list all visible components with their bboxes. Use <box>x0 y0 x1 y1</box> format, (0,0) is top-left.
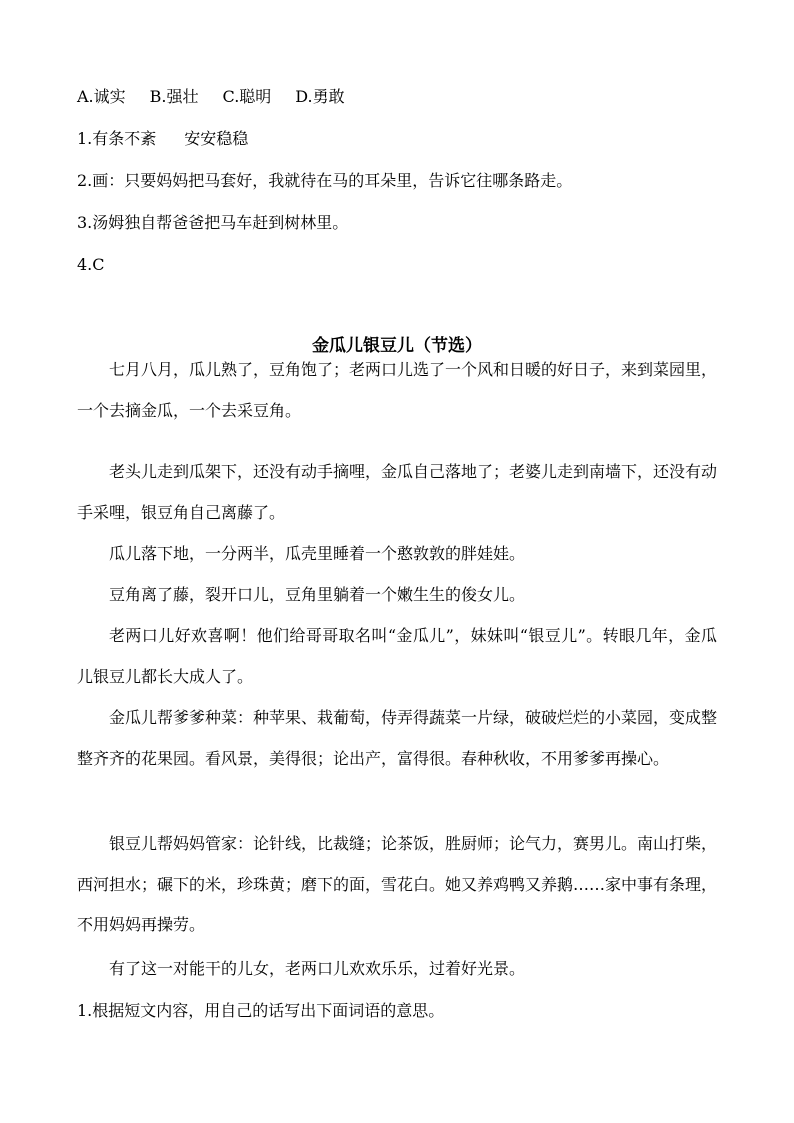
article-paragraph-6: 金瓜儿帮爹爹种菜：种苹果、栽葡萄，侍弄得蔬菜一片绿，破破烂烂的小菜园，变成整整齐齐的花果园。看风景，美得很；论出产，富得很。春种秋收，不用爹爹再操心。 <box>77 708 718 768</box>
article-paragraph-5: 老两口儿好欢喜啊！他们给哥哥取名叫“金瓜儿”，妹妹叫“银豆儿”。转眼几年，金瓜儿银豆儿都长大成人了。 <box>77 626 717 686</box>
answer-1-word-2: 安安稳稳 <box>184 129 249 148</box>
answer-1-line <box>77 128 248 150</box>
answer-options-line <box>77 86 369 108</box>
answer-3-line: 3.汤姆独自帮爸爸把马车赶到树林里。 <box>77 213 349 232</box>
question-1: 1.根据短文内容，用自己的话写出下面词语的意思。 <box>77 1001 445 1020</box>
answer-1-number: 1. <box>77 129 93 148</box>
answer-1-word-1: 有条不紊 <box>92 129 157 148</box>
article-paragraph-8: 有了这一对能干的儿女，老两口儿欢欢乐乐，过着好光景。 <box>109 959 526 978</box>
article-title: 金瓜儿银豆儿（节选） <box>312 336 482 356</box>
answer-2-line: 2.画：只要妈妈把马套好，我就待在马的耳朵里，告诉它往哪条路走。 <box>77 171 573 190</box>
answer-4-line: 4.C <box>77 255 105 274</box>
article-paragraph-7: 银豆儿帮妈妈管家：论针线，比裁缝；论茶饭，胜厨师；论气力，赛男儿。南山打柴，西河担水；碾下的米，珍珠黄；磨下的面，雪花白。她又养鸡鸭又养鹅……家中事有条理，不用妈妈再操劳。 <box>77 834 718 934</box>
option-c: C.聪明 <box>222 87 272 106</box>
option-a: A.诚实 <box>77 87 126 106</box>
article-paragraph-4: 豆角离了藤，裂开口儿，豆角里躺着一个嫩生生的俊女儿。 <box>109 585 526 604</box>
article-paragraph-3: 瓜儿落下地，一分两半，瓜壳里睡着一个憨敦敦的胖娃娃。 <box>109 544 526 563</box>
article-paragraph-2: 老头儿走到瓜架下，还没有动手摘哩，金瓜自己落地了；老婆儿走到南墙下，还没有动手采哩，银豆角自己离藤了。 <box>77 462 718 522</box>
article-paragraph-1: 七月八月，瓜儿熟了，豆角饱了；老两口儿选了一个风和日暖的好日子，来到菜园里，一个去摘金瓜，一个去采豆角。 <box>77 360 718 420</box>
option-d: D.勇敢 <box>295 87 345 106</box>
option-b: B.强壮 <box>149 87 199 106</box>
